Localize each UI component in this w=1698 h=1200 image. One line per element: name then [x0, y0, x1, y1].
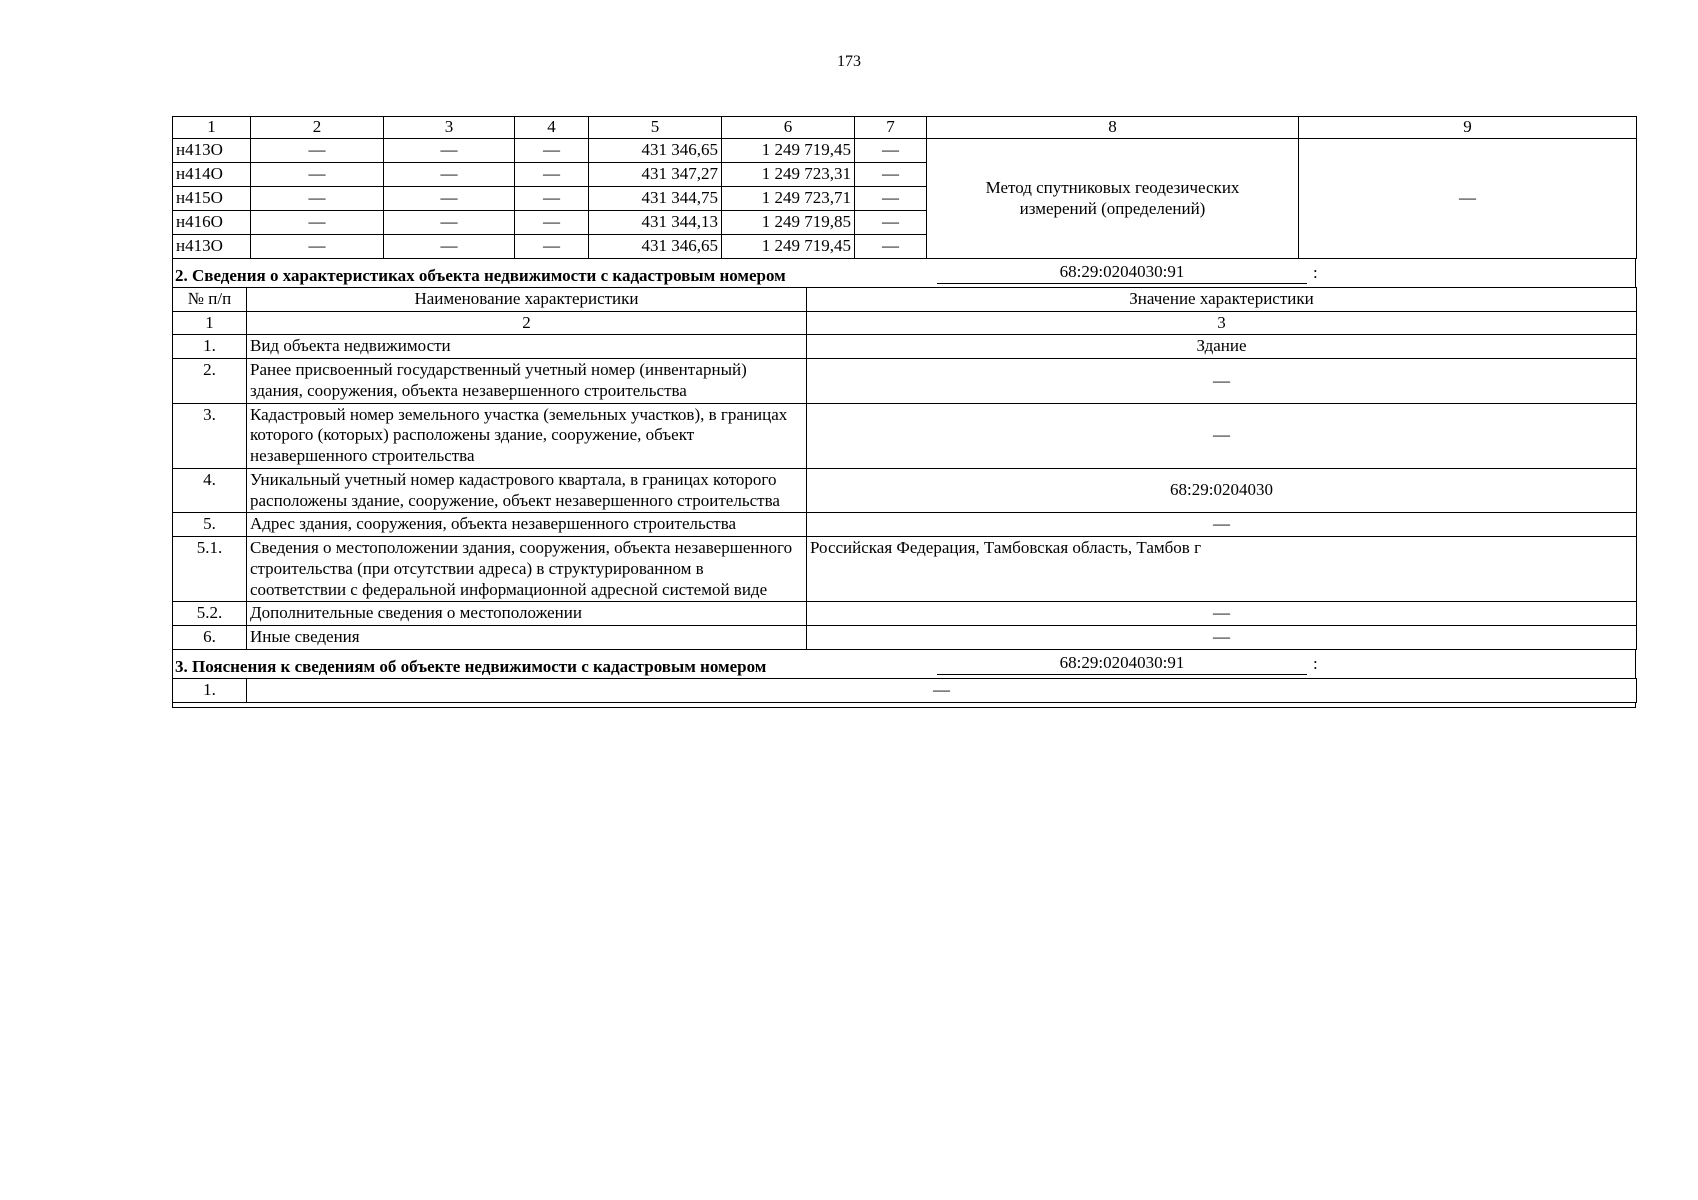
index-2: 2: [247, 311, 807, 335]
cell: —: [515, 235, 589, 259]
coord-header-6: 6: [722, 117, 855, 139]
coord-y: 1 249 723,31: [722, 163, 855, 187]
cell: —: [855, 235, 927, 259]
page-number: 173: [837, 53, 861, 70]
cell: —: [251, 163, 384, 187]
section3-title: 3. Пояснения к сведениям об объекте недвижимости с кадастровым номером: [175, 657, 767, 677]
point-name: н413О: [173, 139, 251, 163]
section3-heading: [172, 650, 1636, 678]
table-row: [173, 139, 1637, 163]
coord-x: 431 346,65: [589, 139, 722, 163]
point-name: н414О: [173, 163, 251, 187]
characteristics-table: [172, 287, 1637, 650]
row-value: —: [807, 359, 1637, 403]
cell: —: [251, 211, 384, 235]
header-num: № п/п: [173, 288, 247, 312]
row-name: Дополнительные сведения о местоположении: [247, 602, 807, 626]
point-name: н413О: [173, 235, 251, 259]
cell: —: [515, 139, 589, 163]
table-row: [173, 335, 1637, 359]
table-row: [173, 468, 1637, 512]
coord-y: 1 249 719,45: [722, 235, 855, 259]
row-num: 4.: [173, 468, 247, 512]
row-value: —: [807, 602, 1637, 626]
document-body: [172, 116, 1636, 708]
col9-cell: —: [1299, 139, 1637, 259]
coord-header-1: 1: [173, 117, 251, 139]
table-row: [173, 678, 1637, 702]
cell: —: [515, 211, 589, 235]
section3-colon: :: [1313, 654, 1318, 674]
coordinates-table: [172, 116, 1637, 259]
section2-colon: :: [1313, 263, 1318, 283]
index-3: 3: [807, 311, 1637, 335]
header-value: Значение характеристики: [807, 288, 1637, 312]
section2-title: 2. Сведения о характеристиках объекта недвижимости с кадастровым номером: [175, 266, 786, 286]
characteristics-index-row: [173, 311, 1637, 335]
coord-y: 1 249 723,71: [722, 187, 855, 211]
coord-x: 431 347,27: [589, 163, 722, 187]
table-row: [173, 537, 1637, 602]
cell: —: [384, 235, 515, 259]
coord-header-3: 3: [384, 117, 515, 139]
row-name: Сведения о местоположении здания, сооружения, объекта незавершенного строительства (при отсутствии адреса) в структурированном в соответствии с федеральной информационной адресной системой виде: [247, 537, 807, 602]
row-name: Иные сведения: [247, 626, 807, 650]
coord-header-5: 5: [589, 117, 722, 139]
cell: —: [855, 211, 927, 235]
cell: —: [384, 163, 515, 187]
cell: —: [384, 187, 515, 211]
row-value: —: [807, 626, 1637, 650]
row-name: Уникальный учетный номер кадастрового квартала, в границах которого расположены здание, сооружение, объект незавершенного строительства: [247, 468, 807, 512]
row-num: 1.: [173, 335, 247, 359]
row-num: 5.2.: [173, 602, 247, 626]
row-value: Здание: [807, 335, 1637, 359]
section2-heading: [172, 259, 1636, 287]
coord-header-2: 2: [251, 117, 384, 139]
method-cell: Метод спутниковых геодезических измерений (определений): [927, 139, 1299, 259]
row-name: Адрес здания, сооружения, объекта незавершенного строительства: [247, 513, 807, 537]
cell: —: [515, 187, 589, 211]
section3-cadastral-number: 68:29:0204030:91: [937, 653, 1307, 675]
row-name: Ранее присвоенный государственный учетный номер (инвентарный) здания, сооружения, объекта незавершенного строительства: [247, 359, 807, 403]
section2-cadastral-number: 68:29:0204030:91: [937, 262, 1307, 284]
cell: —: [251, 235, 384, 259]
cell: —: [855, 187, 927, 211]
table-row: [173, 626, 1637, 650]
coord-x: 431 346,65: [589, 235, 722, 259]
cell: —: [251, 187, 384, 211]
table-row: [173, 359, 1637, 403]
cell: —: [384, 211, 515, 235]
coord-header-8: 8: [927, 117, 1299, 139]
cell: —: [855, 163, 927, 187]
row-num: 1.: [173, 678, 247, 702]
row-value: —: [807, 403, 1637, 468]
coord-x: 431 344,75: [589, 187, 722, 211]
explanations-table: [172, 678, 1637, 703]
coord-y: 1 249 719,85: [722, 211, 855, 235]
coord-x: 431 344,13: [589, 211, 722, 235]
cell: —: [384, 139, 515, 163]
row-value: Российская Федерация, Тамбовская область, Тамбов г: [807, 537, 1637, 602]
table-bottom-border: [172, 707, 1636, 708]
row-num: 3.: [173, 403, 247, 468]
table-row: [173, 602, 1637, 626]
row-name: Вид объекта недвижимости: [247, 335, 807, 359]
row-value: —: [807, 513, 1637, 537]
table-row: [173, 513, 1637, 537]
row-num: 5.1.: [173, 537, 247, 602]
row-name: Кадастровый номер земельного участка (земельных участков), в границах которого (которых) расположены здание, сооружение, объект незавершенного строительства: [247, 403, 807, 468]
row-num: 6.: [173, 626, 247, 650]
coord-header-4: 4: [515, 117, 589, 139]
characteristics-header-row: [173, 288, 1637, 312]
row-num: 2.: [173, 359, 247, 403]
coord-header-7: 7: [855, 117, 927, 139]
index-1: 1: [173, 311, 247, 335]
row-value: —: [247, 678, 1637, 702]
row-num: 5.: [173, 513, 247, 537]
cell: —: [251, 139, 384, 163]
point-name: н415О: [173, 187, 251, 211]
cell: —: [515, 163, 589, 187]
point-name: н416О: [173, 211, 251, 235]
coordinates-header-row: [173, 117, 1637, 139]
header-name: Наименование характеристики: [247, 288, 807, 312]
row-value: 68:29:0204030: [807, 468, 1637, 512]
table-row: [173, 403, 1637, 468]
coord-header-9: 9: [1299, 117, 1637, 139]
cell: —: [855, 139, 927, 163]
coord-y: 1 249 719,45: [722, 139, 855, 163]
